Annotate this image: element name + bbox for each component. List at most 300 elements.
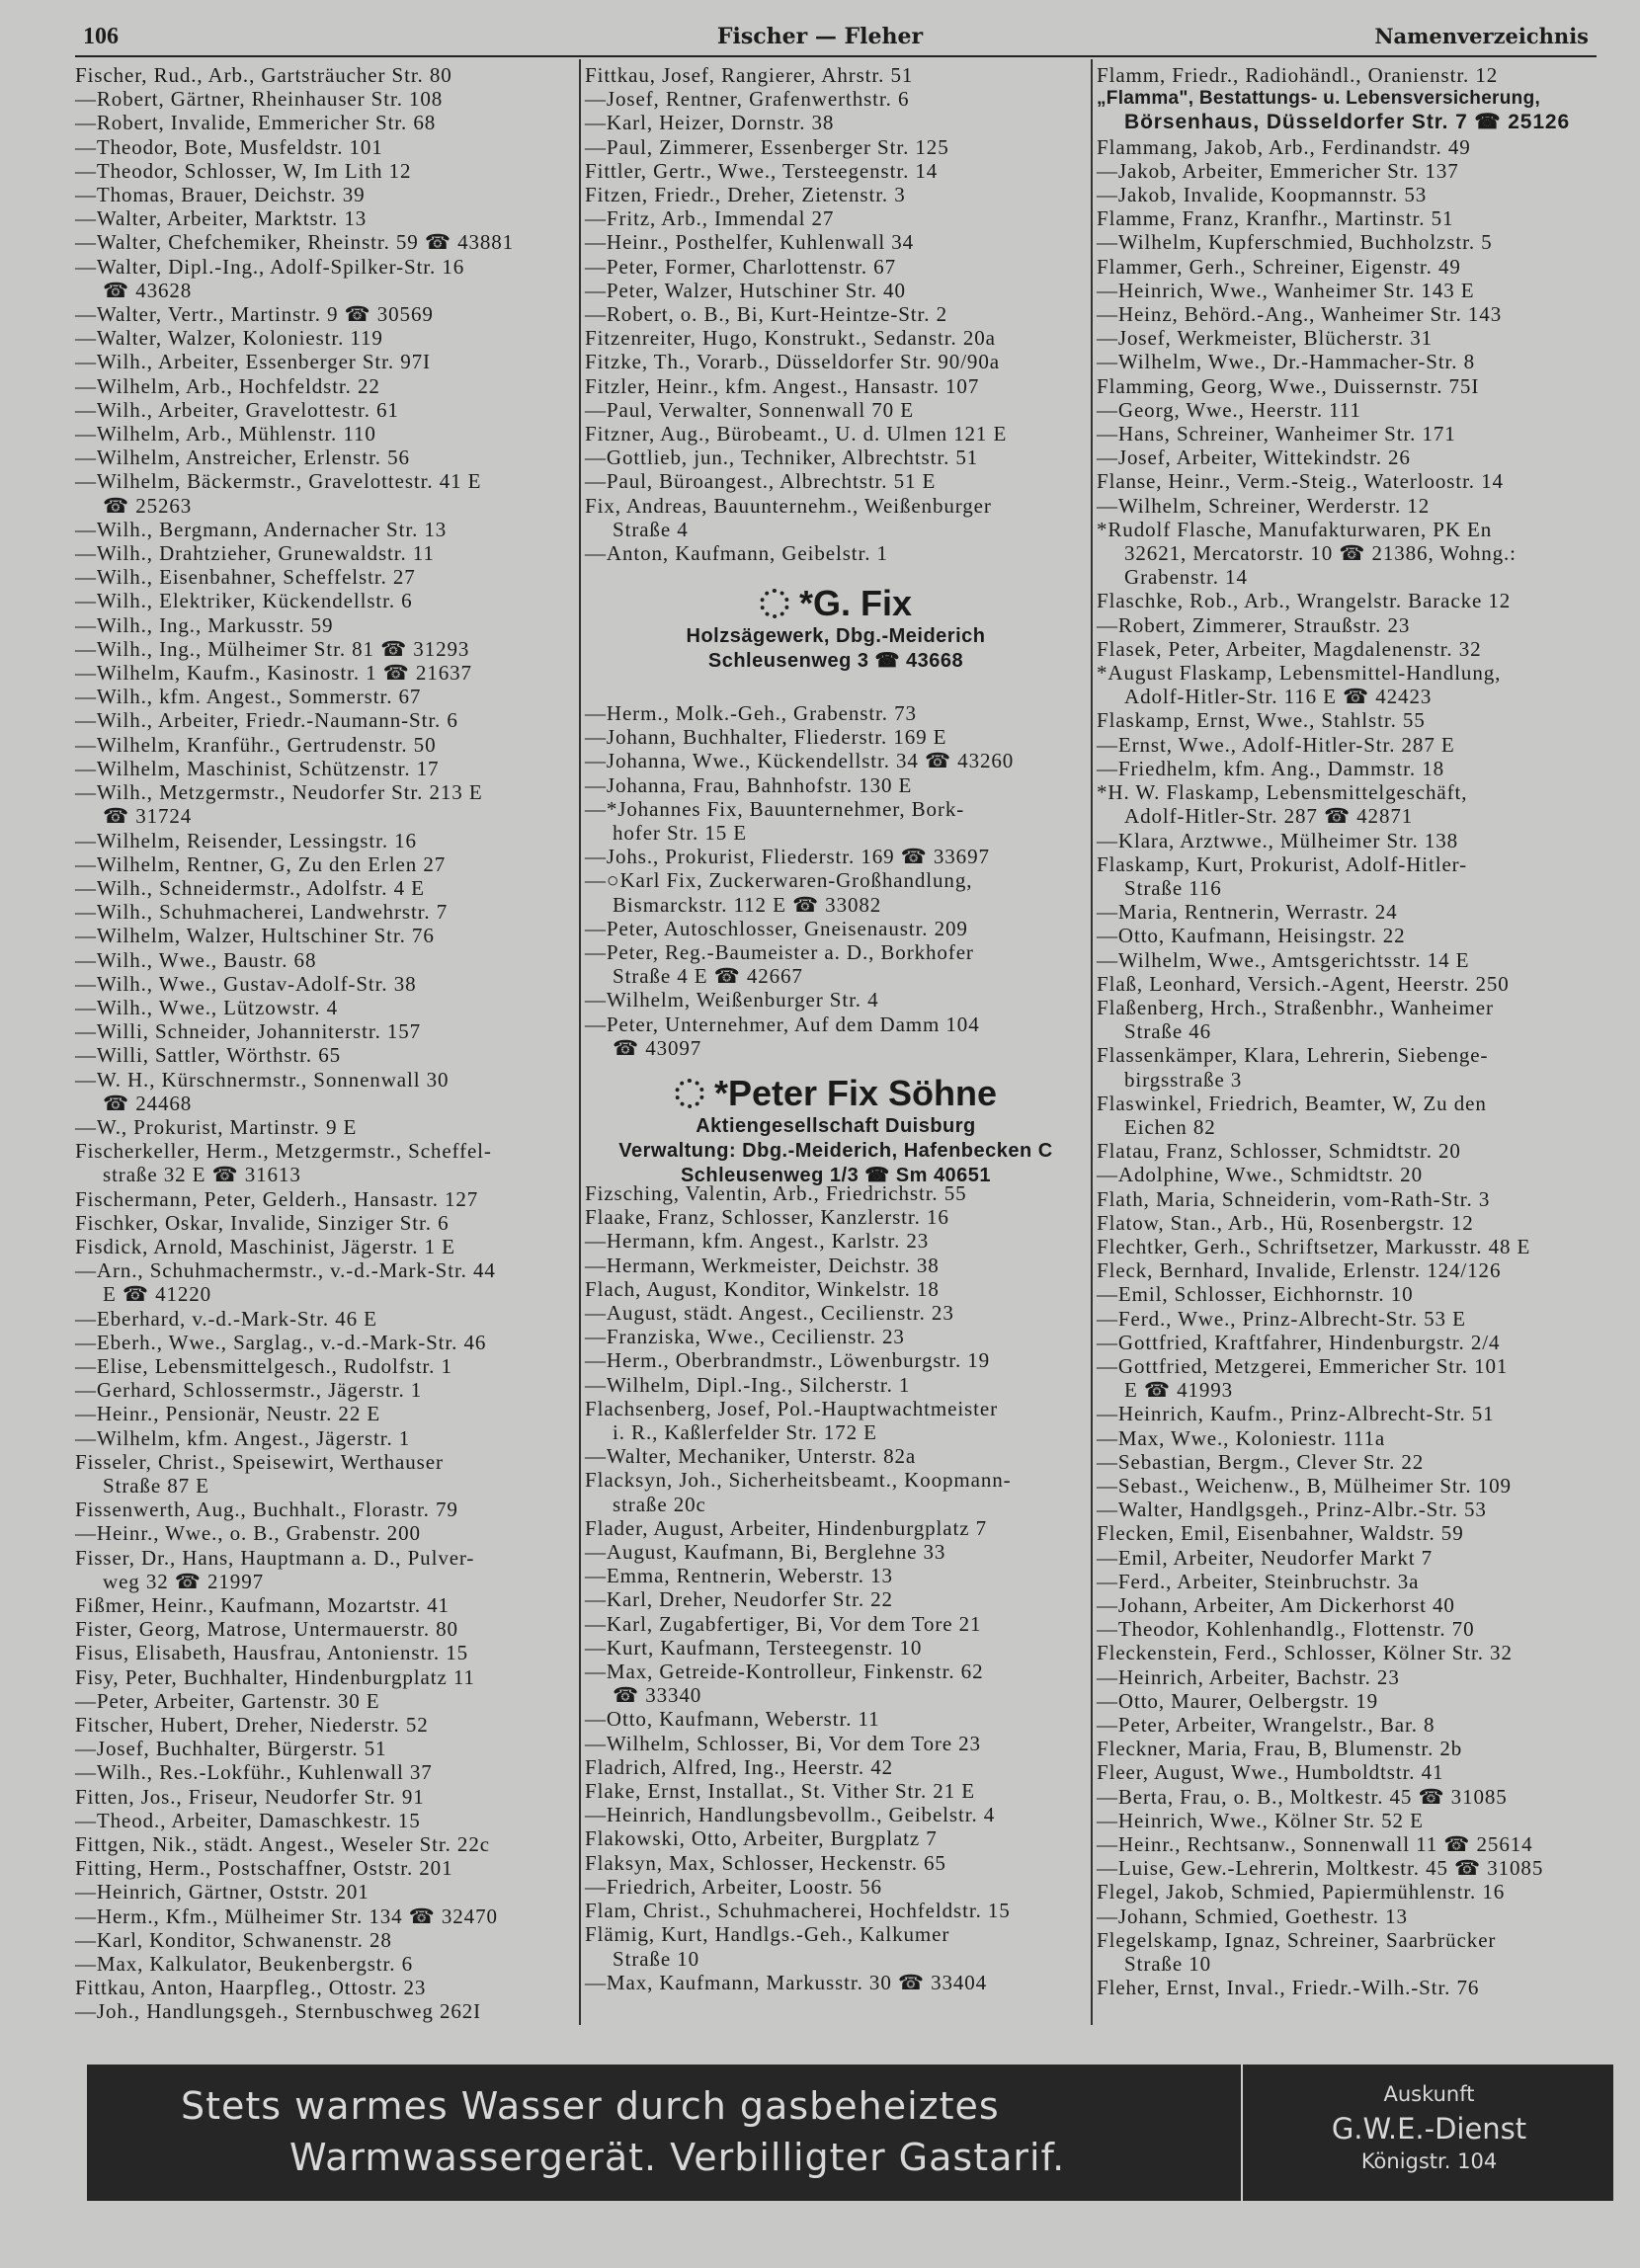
advertisement-g-fix	[585, 583, 1087, 674]
directory-entry	[585, 1468, 1087, 1515]
directory-entry	[1097, 1426, 1596, 1450]
directory-entry	[1097, 637, 1596, 661]
entry-line: —Wilh., Ing., Markusstr. 59	[75, 612, 334, 637]
directory-entry	[75, 1043, 574, 1067]
entry-line: —Wilh., Res.-Lokführ., Kuhlenwall 37	[75, 1760, 433, 1785]
entry-continuation: ☎ 24468	[103, 1091, 193, 1115]
entry-line: —Jakob, Invalide, Koopmannstr. 53	[1097, 183, 1428, 207]
entry-line: —Gerhard, Schlossermstr., Jägerstr. 1	[75, 1378, 423, 1403]
entry-line: —Wilhelm, kfm. Angest., Jägerstr. 1	[75, 1425, 411, 1450]
entry-line: —Eberh., Wwe., Sarglag., v.-d.-Mark-Str. 46	[75, 1330, 487, 1354]
entry-line: Fisy, Peter, Buchhalter, Hindenburgplatz 11	[75, 1664, 475, 1689]
entry-line: —Wilhelm, Maschinist, Schützenstr. 17	[75, 756, 440, 780]
directory-entry	[75, 159, 574, 183]
entry-line: Flach, August, Konditor, Winkelstr. 18	[585, 1276, 940, 1301]
entry-line: —Peter, Walzer, Hutschiner Str. 40	[585, 278, 906, 302]
entry-line: —Walter, Handlgsgeh., Prinz-Albr.-Str. 53	[1097, 1498, 1487, 1522]
entry-line: —Wilh., Arbeiter, Friedr.-Naumann-Str. 6	[75, 708, 458, 733]
directory-entry	[1097, 469, 1596, 493]
entry-line: —Wilh., Ing., Mülheimer Str. 81 ☎ 31293	[75, 636, 470, 661]
directory-entry	[75, 1641, 574, 1664]
entry-line: Fisser, Dr., Hans, Hauptmann a. D., Pulver-	[75, 1545, 475, 1570]
header-rule	[75, 55, 1597, 57]
directory-entry	[75, 589, 574, 612]
directory-entry	[75, 1999, 574, 2023]
entry-line: Fischermann, Peter, Gelderh., Hansastr. 127	[75, 1186, 479, 1211]
entry-line: —Wilhelm, Arb., Mühlenstr. 110	[75, 422, 376, 446]
entry-line: —Sebast., Weichenw., B, Mülheimer Str. 109	[1097, 1473, 1512, 1498]
entry-line: —Peter, Arbeiter, Gartenstr. 30 E	[75, 1688, 380, 1713]
entry-line: —Adolphine, Wwe., Schmidtstr. 20	[1097, 1163, 1423, 1187]
column-2-top	[585, 63, 1087, 565]
entry-line: —Joh., Handlungsgeh., Sternbuschweg 262I	[75, 1999, 482, 2024]
entry-line: —Paul, Büroangest., Albrechtstr. 51 E	[585, 469, 937, 494]
directory-entry	[1097, 1402, 1596, 1425]
entry-line: —Johann, Arbeiter, Am Dickerhorst 40	[1097, 1593, 1455, 1617]
banner-line-1: Stets warmes Wasser durch gasbeheiztes	[181, 2084, 1000, 2128]
entry-line: —Wilhelm, Schlosser, Bi, Vor dem Tore 23	[585, 1731, 981, 1755]
entry-continuation: Grabenstr. 14	[1124, 565, 1248, 590]
directory-entry	[1097, 1832, 1596, 1856]
entry-line: —Theodor, Kohlenhandlg., Flottenstr. 70	[1097, 1617, 1475, 1642]
entry-line: —Wilh., Arbeiter, Gravelottestr. 61	[75, 397, 399, 422]
entry-line: Fischer, Rud., Arb., Gartsträucher Str. 80	[75, 63, 452, 87]
directory-entry	[75, 1378, 574, 1402]
directory-entry	[1097, 135, 1596, 159]
entry-line: —Maria, Rentnerin, Werrastr. 24	[1097, 900, 1398, 925]
directory-entry	[1097, 1282, 1596, 1306]
entry-line: Flamming, Georg, Wwe., Duissernstr. 75I	[1097, 373, 1480, 398]
directory-entry	[75, 1665, 574, 1689]
entry-line: —Wilhelm, Weißenburger Str. 4	[585, 988, 879, 1012]
entry-line: Flatow, Stan., Arb., Hü, Rosenbergstr. 12	[1097, 1210, 1474, 1235]
directory-entry	[75, 1187, 574, 1211]
directory-entry	[1097, 1928, 1596, 1976]
entry-line: —Wilhelm, Kupferschmied, Buchholzstr. 5	[1097, 230, 1493, 255]
entry-line: —Arn., Schuhmachermstr., v.-d.-Mark-Str. 44	[75, 1258, 496, 1283]
entry-line: —Ferd., Wwe., Prinz-Albrecht-Str. 53 E	[1097, 1306, 1466, 1331]
entry-line: Flaake, Franz, Schlosser, Kanzlerstr. 16	[585, 1205, 949, 1230]
directory-entry	[1097, 1546, 1596, 1570]
entry-line: Fitscher, Hubert, Dreher, Niederstr. 52	[75, 1713, 429, 1738]
entry-line: —Anton, Kaufmann, Geibelstr. 1	[585, 541, 888, 566]
directory-entry	[585, 494, 1087, 541]
directory-entry	[1097, 1163, 1596, 1186]
directory-entry	[585, 446, 1087, 469]
directory-entry	[1097, 1665, 1596, 1689]
directory-entry	[585, 398, 1087, 422]
directory-entry	[75, 135, 574, 159]
entry-line: —Theodor, Schlosser, W, Im Lith 12	[75, 158, 412, 183]
entry-line: —Wilh., Wwe., Baustr. 68	[75, 947, 317, 972]
directory-entry	[75, 613, 574, 637]
directory-entry	[75, 63, 574, 87]
directory-entry	[585, 374, 1087, 398]
banner-contact	[1241, 2065, 1615, 2201]
ad-line: Aktiengesellschaft Duisburg	[696, 1115, 976, 1137]
entry-line: —Wilh., Wwe., Gustav-Adolf-Str. 38	[75, 971, 417, 996]
directory-entry	[75, 1976, 574, 1999]
entry-line: —Josef, Rentner, Grafenwerthstr. 6	[585, 87, 910, 112]
entry-line: —Peter, Former, Charlottenstr. 67	[585, 254, 896, 279]
directory-entry	[75, 661, 574, 685]
directory-entry	[75, 1498, 574, 1521]
directory-entry	[1097, 302, 1596, 326]
directory-entry	[585, 1254, 1087, 1277]
entry-line: Flaskamp, Kurt, Prokurist, Adolf-Hitler-	[1097, 851, 1468, 876]
entry-line: —Otto, Kaufmann, Heisingstr. 22	[1097, 924, 1406, 948]
directory-entry	[585, 255, 1087, 279]
directory-entry	[1097, 350, 1596, 373]
directory-entry	[585, 1540, 1087, 1564]
entry-line: —Wilh., kfm. Angest., Sommerstr. 67	[75, 685, 422, 709]
entry-line: Flakowski, Otto, Arbeiter, Burgplatz 7	[585, 1826, 938, 1851]
directory-entry	[75, 1593, 574, 1617]
entry-line: —Wilhelm, Anstreicher, Erlenstr. 56	[75, 446, 410, 470]
entry-line: —W. H., Kürschnermstr., Sonnenwall 30	[75, 1067, 450, 1092]
directory-entry	[1097, 1092, 1596, 1139]
entry-line: Flatau, Franz, Schlosser, Schmidtstr. 20	[1097, 1139, 1461, 1164]
directory-entry	[1097, 661, 1596, 708]
directory-entry	[75, 852, 574, 876]
directory-entry	[585, 1444, 1087, 1468]
entry-line: —August, Kaufmann, Bi, Berglehne 33	[585, 1540, 946, 1565]
directory-entry	[585, 87, 1087, 111]
directory-entry	[585, 1732, 1087, 1755]
directory-entry	[585, 541, 1087, 565]
entry-line: —Wilh., Schuhmacherei, Landwehrstr. 7	[75, 900, 449, 925]
entry-line: —Heinr., Posthelfer, Kuhlenwall 34	[585, 230, 915, 255]
entry-line: *H. W. Flaskamp, Lebensmittelgeschäft,	[1097, 780, 1468, 805]
entry-line: —Friedhelm, kfm. Ang., Dammstr. 18	[1097, 756, 1444, 780]
directory-entry	[1097, 996, 1596, 1043]
directory-entry	[585, 1612, 1087, 1636]
entry-line: —Paul, Verwalter, Sonnenwall 70 E	[585, 397, 914, 422]
entry-line: Fisseler, Christ., Speisewirt, Werthauser	[75, 1449, 444, 1474]
entry-line: Flammer, Gerh., Schreiner, Eigenstr. 49	[1097, 254, 1461, 279]
entry-line: —Karl, Heizer, Dornstr. 38	[585, 111, 835, 135]
directory-entry	[1097, 279, 1596, 302]
entry-continuation: E ☎ 41220	[103, 1282, 212, 1307]
entry-continuation: Straße 87 E	[103, 1473, 209, 1498]
directory-entry	[75, 541, 574, 565]
directory-entry	[75, 422, 574, 446]
directory-entry	[585, 1229, 1087, 1253]
entry-line: Fleer, August, Wwe., Humboldtstr. 41	[1097, 1760, 1444, 1785]
directory-entry	[585, 1899, 1087, 1922]
column-2-middle	[585, 701, 1087, 1060]
directory-entry	[585, 1205, 1087, 1229]
directory-entry	[1097, 852, 1596, 900]
entry-line: —Herm., Oberbrandmstr., Löwenburgstr. 19	[585, 1348, 991, 1373]
entry-line: Flämig, Kurt, Handlgs.-Geh., Kalkumer	[585, 1922, 950, 1947]
directory-entry	[75, 1713, 574, 1737]
entry-line: Flegel, Jakob, Schmied, Papiermühlenstr. 16	[1097, 1880, 1506, 1904]
entry-line: Fischerkeller, Herm., Metzgermstr., Scheffel-	[75, 1139, 492, 1164]
directory-entry	[1097, 255, 1596, 279]
directory-entry	[75, 1258, 574, 1306]
directory-entry	[585, 1636, 1087, 1660]
directory-entry	[585, 1971, 1087, 1994]
entry-line: —Elise, Lebensmittelgesch., Rudolfstr. 1	[75, 1353, 452, 1378]
entry-line: —Wilhelm, Walzer, Hultschiner Str. 76	[75, 924, 435, 948]
directory-entry	[75, 398, 574, 422]
entry-continuation: birgsstraße 3	[1124, 1067, 1243, 1092]
directory-entry	[1097, 589, 1596, 612]
flamma-entry	[1097, 87, 1596, 134]
directory-entry	[585, 1660, 1087, 1707]
directory-entry	[1097, 1498, 1596, 1521]
entry-line: Flam, Christ., Schuhmacherei, Hochfeldstr. 15	[585, 1899, 1011, 1923]
entry-line: —Wilhelm, Reisender, Lessingstr. 16	[75, 828, 417, 852]
directory-entry	[585, 917, 1087, 940]
directory-entry	[585, 1755, 1087, 1779]
entry-line: —Heinrich, Wwe., Kölner Str. 52 E	[1097, 1808, 1424, 1832]
entry-line: Fisdick, Arnold, Maschinist, Jägerstr. 1 E	[75, 1234, 455, 1258]
directory-entry	[1097, 230, 1596, 254]
entry-continuation: i. R., Kaßlerfelder Str. 172 E	[613, 1420, 877, 1445]
entry-line: Flader, August, Arbeiter, Hindenburgplatz 7	[585, 1515, 987, 1540]
entry-line: Flammang, Jakob, Arb., Ferdinandstr. 49	[1097, 134, 1471, 159]
directory-entry	[1097, 1474, 1596, 1498]
directory-entry	[75, 111, 574, 134]
entry-line: —Karl, Konditor, Schwanenstr. 28	[75, 1927, 392, 1952]
entry-continuation: straße 20c	[613, 1492, 706, 1516]
entry-continuation: Bismarckstr. 112 E ☎ 33082	[613, 892, 882, 917]
directory-entry	[75, 876, 574, 900]
directory-entry	[75, 1546, 574, 1593]
directory-entry	[1097, 1570, 1596, 1593]
directory-entry	[1097, 1689, 1596, 1713]
entry-line: —Josef, Buchhalter, Bürgerstr. 51	[75, 1737, 387, 1761]
entry-line: Fladrich, Alfred, Ing., Heerstr. 42	[585, 1754, 894, 1779]
directory-entry	[1097, 1617, 1596, 1641]
directory-entry	[75, 708, 574, 732]
entry-line: Flanse, Heinr., Verm.-Steig., Waterloostr. 14	[1097, 469, 1504, 494]
entry-line: Flachsenberg, Josef, Pol.-Hauptwachtmeister	[585, 1396, 998, 1420]
column-3	[1097, 63, 1596, 1999]
entry-line: —Walter, Chefchemiker, Rheinstr. 59 ☎ 43881	[75, 230, 515, 255]
entry-line: —Ferd., Arbeiter, Steinbruchstr. 3a	[1097, 1569, 1420, 1593]
column-3-rest	[1097, 135, 1596, 2000]
directory-entry	[75, 518, 574, 541]
entry-line: —Emma, Rentnerin, Weberstr. 13	[585, 1564, 893, 1588]
directory-entry	[75, 1307, 574, 1331]
entry-line: —Theodor, Bote, Musfeldstr. 101	[75, 134, 383, 159]
entry-line: Fitzen, Friedr., Dreher, Zietenstr. 3	[585, 183, 906, 207]
entry-line: —Hermann, kfm. Angest., Karlstr. 23	[585, 1229, 930, 1254]
entry-line: —Franziska, Wwe., Cecilienstr. 23	[585, 1325, 905, 1349]
directory-entry	[1097, 398, 1596, 422]
entry-line: —Walter, Vertr., Martinstr. 9 ☎ 30569	[75, 302, 434, 327]
entry-line: —Emil, Arbeiter, Neudorfer Markt 7	[1097, 1545, 1434, 1570]
ad-company-name: *G. Fix	[798, 583, 913, 623]
directory-entry	[585, 1779, 1087, 1803]
entry-line: Fittgen, Nik., städt. Angest., Weseler Str. 22c	[75, 1832, 490, 1857]
directory-entry	[1097, 1904, 1596, 1928]
directory-entry	[75, 1235, 574, 1258]
directory-entry	[1097, 1211, 1596, 1235]
directory-entry	[1097, 972, 1596, 996]
directory-entry	[75, 1856, 574, 1880]
entry-continuation: Straße 46	[1124, 1019, 1211, 1044]
ad-line: Holzsägewerk, Dbg.-Meiderich	[686, 625, 986, 647]
entry-line: —Berta, Frau, o. B., Moltkestr. 45 ☎ 31085	[1097, 1784, 1508, 1809]
entry-line: Fitzner, Aug., Bürobeamt., U. d. Ulmen 121 E	[585, 422, 1008, 446]
entry-line: —Wilhelm, Rentner, G, Zu den Erlen 27	[75, 851, 447, 876]
directory-entry	[585, 1707, 1087, 1731]
entry-line: —Heinrich, Kaufm., Prinz-Albrecht-Str. 51	[1097, 1402, 1495, 1426]
entry-line: *August Flaskamp, Lebensmittel-Handlung,	[1097, 661, 1502, 686]
directory-entry	[585, 868, 1087, 916]
directory-entry	[75, 565, 574, 589]
entry-line: —Josef, Arbeiter, Wittekindstr. 26	[1097, 446, 1411, 470]
directory-entry	[585, 350, 1087, 373]
entry-line: —Gottfried, Metzgerei, Emmericher Str. 101	[1097, 1353, 1509, 1378]
entry-line: —Wilhelm, Arb., Hochfeldstr. 22	[75, 373, 380, 398]
directory-entry	[1097, 757, 1596, 780]
entry-line: Fittler, Gertr., Wwe., Tersteegenstr. 14	[585, 158, 939, 183]
entry-line: Flaskamp, Ernst, Wwe., Stahlstr. 55	[1097, 708, 1426, 733]
entry-line: Fisus, Elisabeth, Hausfrau, Antonienstr. 15	[75, 1641, 469, 1665]
entry-line: —Eberhard, v.-d.-Mark-Str. 46 E	[75, 1306, 377, 1331]
advertisement-peter-fix-soehne	[585, 1073, 1087, 1188]
directory-entry	[585, 1181, 1087, 1205]
directory-entry	[1097, 183, 1596, 206]
ad-line: Verwaltung: Dbg.-Meiderich, Hafenbecken C	[618, 1140, 1053, 1162]
entry-line: —Wilh., Drahtzieher, Grunewaldstr. 11	[75, 541, 435, 566]
entry-line: Fitzenreiter, Hugo, Konstrukt., Sedanstr. 20a	[585, 326, 996, 351]
entry-line: —Heinrich, Arbeiter, Bachstr. 23	[1097, 1664, 1400, 1689]
entry-line: Flaksyn, Max, Schlosser, Heckenstr. 65	[585, 1850, 946, 1875]
directory-entry	[75, 780, 574, 828]
entry-line: Fister, Georg, Matrose, Untermauerstr. 80	[75, 1617, 458, 1642]
directory-entry	[75, 326, 574, 350]
entry-line: —Willi, Schneider, Johanniterstr. 157	[75, 1019, 422, 1044]
entry-line: —Josef, Werkmeister, Blücherstr. 31	[1097, 326, 1434, 351]
directory-entry	[585, 326, 1087, 350]
directory-entry	[1097, 948, 1596, 972]
entry-continuation: ☎ 43097	[613, 1035, 702, 1060]
directory-entry	[1097, 1713, 1596, 1737]
directory-entry	[75, 183, 574, 206]
entry-line: —Gottfried, Kraftfahrer, Hindenburgstr. 2/4	[1097, 1330, 1501, 1354]
entry-line: Fizsching, Valentin, Arb., Friedrichstr. 55	[585, 1181, 967, 1205]
entry-line: —Friedrich, Arbeiter, Loostr. 56	[585, 1874, 882, 1899]
entry-line: Fittkau, Josef, Rangierer, Ahrstr. 51	[585, 63, 914, 87]
directory-entry	[75, 948, 574, 972]
entry-continuation: ☎ 31724	[103, 804, 193, 829]
directory-entry	[1097, 446, 1596, 469]
directory-entry	[75, 1211, 574, 1235]
entry-line: Fix, Andreas, Bauunternehm., Weißenburger	[585, 493, 992, 518]
directory-entry	[585, 1397, 1087, 1444]
directory-entry	[1097, 1521, 1596, 1545]
directory-entry	[75, 1737, 574, 1760]
entry-line: —August, städt. Angest., Cecilienstr. 23	[585, 1301, 954, 1326]
ad-company-name: *Peter Fix Söhne	[713, 1073, 998, 1113]
directory-entry	[1097, 1880, 1596, 1904]
directory-entry	[1097, 1737, 1596, 1760]
entry-line: —Otto, Maurer, Oelbergstr. 19	[1097, 1688, 1378, 1713]
ad-line: Schleusenweg 1/3 ☎ Sm 40651	[680, 1165, 992, 1186]
directory-entry	[585, 1851, 1087, 1875]
directory-entry	[585, 1875, 1087, 1899]
directory-entry	[585, 725, 1087, 749]
directory-entry	[1097, 1139, 1596, 1163]
entry-line: Flamm, Friedr., Radiohändl., Oranienstr. 12	[1097, 63, 1499, 87]
entry-continuation: Straße 4 E ☎ 42667	[613, 964, 803, 989]
directory-entry	[75, 1115, 574, 1139]
banner-contact-label: Auskunft	[1383, 2082, 1475, 2106]
entry-continuation: ☎ 43628	[103, 278, 193, 302]
entry-line: —Wilhelm, Wwe., Dr.-Hammacher-Str. 8	[1097, 350, 1475, 374]
entry-line: —Robert, Invalide, Emmericher Str. 68	[75, 111, 437, 135]
entry-line: —Wilh., Bergmann, Andernacher Str. 13	[75, 517, 448, 541]
entry-line: Fleher, Ernst, Inval., Friedr.-Wilh.-Str. 76	[1097, 1976, 1480, 2000]
directory-entry	[1097, 1856, 1596, 1880]
banner-main	[87, 2065, 1238, 2201]
entry-line: Flassenkämper, Klara, Lehrerin, Siebenge-	[1097, 1043, 1489, 1068]
directory-entry	[75, 685, 574, 708]
entry-line: Fittkau, Anton, Haarpfleg., Ottostr. 23	[75, 1976, 427, 2000]
column-2-bottom	[585, 1181, 1087, 1994]
entry-line: —Johann, Buchhalter, Fliederstr. 169 E	[585, 725, 947, 750]
directory-entry	[75, 350, 574, 373]
entry-line: —Robert, Zimmerer, Straußstr. 23	[1097, 612, 1411, 637]
banner-contact-address: Königstr. 104	[1360, 2149, 1498, 2173]
directory-entry	[585, 63, 1087, 87]
directory-entry	[585, 701, 1087, 725]
directory-entry	[585, 773, 1087, 797]
entry-line: Flechtker, Gerh., Schriftsetzer, Markusstr. 48 E	[1097, 1234, 1531, 1258]
directory-entry	[585, 206, 1087, 230]
entry-line: —Ernst, Wwe., Adolf-Hitler-Str. 287 E	[1097, 732, 1455, 757]
entry-line: Flaß, Leonhard, Versich.-Agent, Heerstr. 250	[1097, 971, 1510, 996]
entry-line: —Heinr., Wwe., o. B., Grabenstr. 200	[75, 1521, 421, 1546]
entry-line: —Wilhelm, Dipl.-Ing., Silcherstr. 1	[585, 1372, 911, 1397]
directory-entry	[75, 924, 574, 947]
entry-line: Fissenwerth, Aug., Buchhalt., Florastr. 79	[75, 1498, 458, 1522]
directory-entry	[585, 230, 1087, 254]
directory-entry	[585, 422, 1087, 446]
entry-continuation: weg 32 ☎ 21997	[103, 1569, 264, 1593]
directory-entry	[75, 1760, 574, 1784]
directory-entry	[75, 1880, 574, 1904]
entry-continuation: ☎ 33340	[613, 1683, 702, 1708]
entry-line: —Peter, Unternehmer, Auf dem Damm 104	[585, 1012, 980, 1036]
entry-continuation: Eichen 82	[1124, 1114, 1216, 1139]
directory-entry	[75, 1521, 574, 1545]
entry-line: —Peter, Reg.-Baumeister a. D., Borkhofer	[585, 940, 974, 965]
directory-entry	[1097, 708, 1596, 732]
entry-continuation: hofer Str. 15 E	[613, 821, 747, 846]
directory-entry	[75, 1785, 574, 1809]
directory-entry	[1097, 924, 1596, 947]
entry-line: Fleckenstein, Ferd., Schlosser, Kölner Str. 32	[1097, 1641, 1513, 1665]
directory-entry	[1097, 829, 1596, 852]
directory-entry	[1097, 159, 1596, 183]
entry-line: —Kurt, Kaufmann, Tersteegenstr. 10	[585, 1635, 923, 1660]
entry-line: —Thomas, Brauer, Deichstr. 39	[75, 183, 366, 207]
entry-line: —Heinrich, Handlungsbevollm., Geibelstr. 4	[585, 1803, 996, 1827]
entry-line: —Jakob, Arbeiter, Emmericher Str. 137	[1097, 158, 1459, 183]
entry-continuation: straße 32 E ☎ 31613	[103, 1163, 301, 1187]
entry-line: Flecken, Emil, Eisenbahner, Waldstr. 59	[1097, 1521, 1464, 1546]
directory-entry	[75, 302, 574, 326]
entry-line: —Robert, Gärtner, Rheinhauser Str. 108	[75, 87, 444, 112]
directory-entry	[1097, 1760, 1596, 1784]
